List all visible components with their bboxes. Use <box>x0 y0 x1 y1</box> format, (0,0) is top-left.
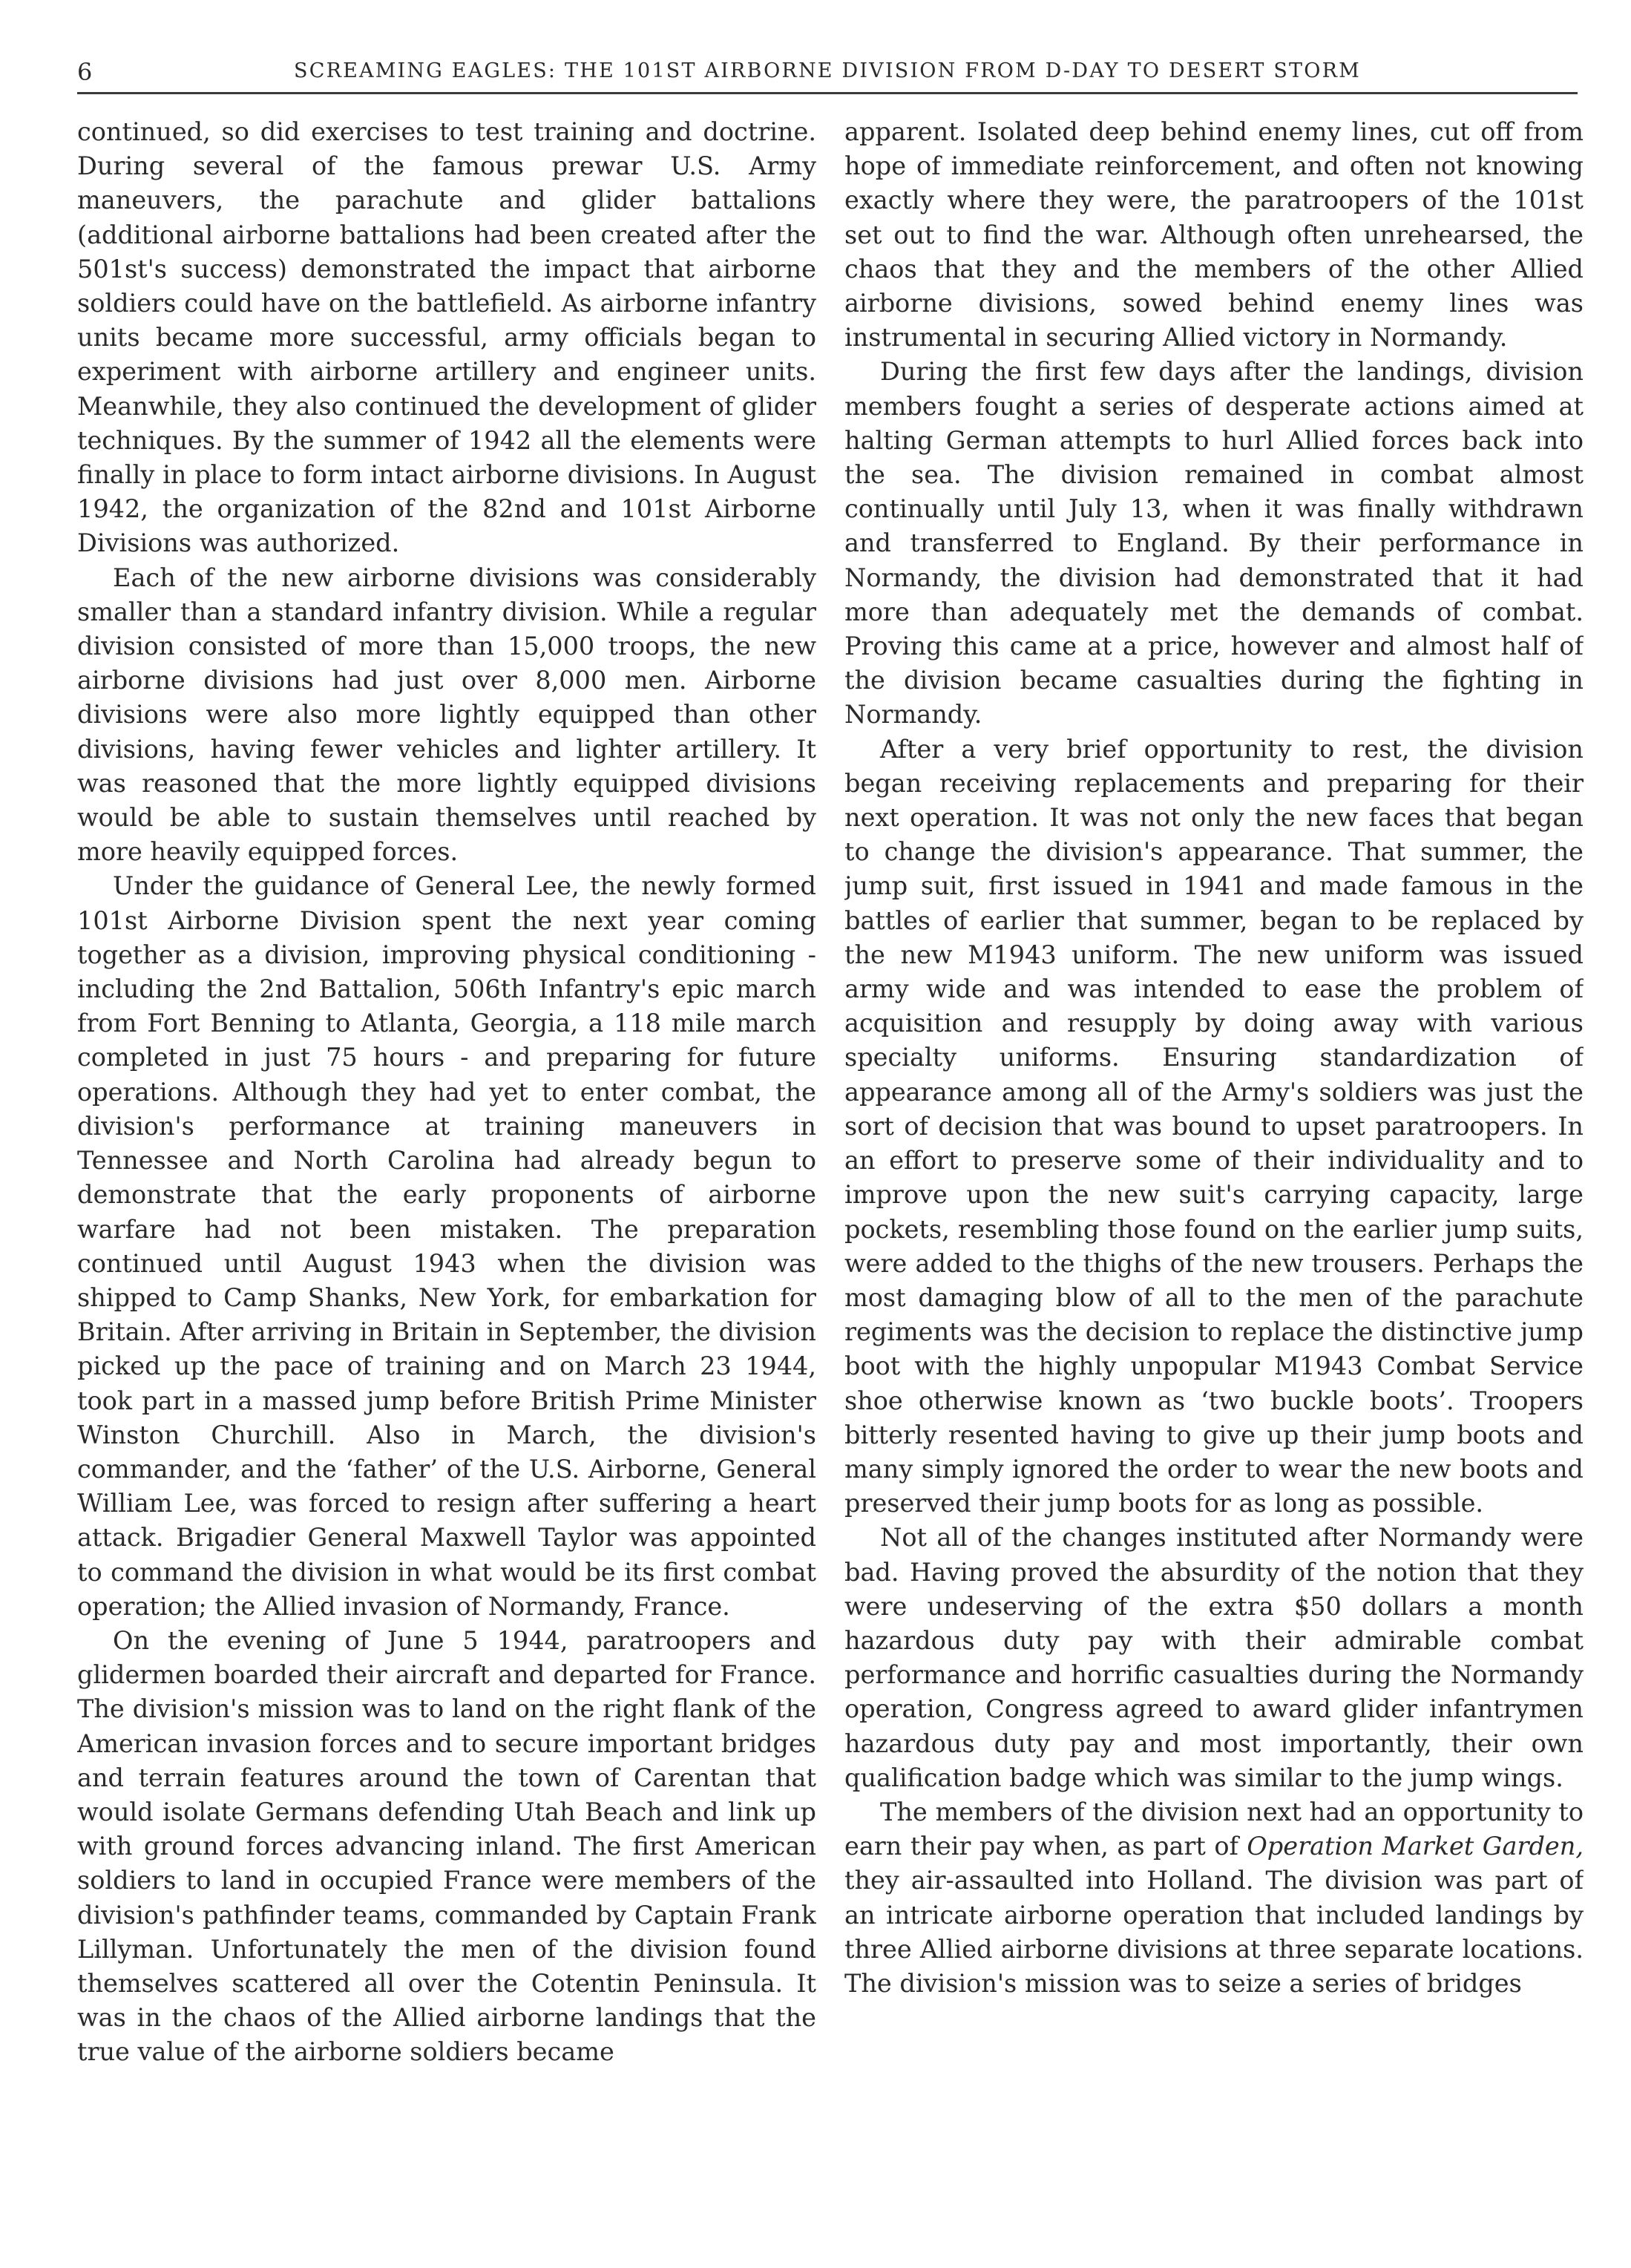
paragraph <box>844 1795 1584 2001</box>
paragraph-text: The members of the division next had an opportunity to earn their pay when, as part of <box>844 1797 1584 1861</box>
right-column <box>844 115 1584 2223</box>
operation-name: Operation Market Garden, <box>1247 1832 1584 1861</box>
paragraph-text: they air-assaulted into Holland. The division was part of an intricate airborne operation that included landings by three Allied airborne divisions at three separate locations. The division's mission was to seize a series of bridges <box>844 1866 1584 1998</box>
paragraph: During the first few days after the landings, division members fought a series of desperate actions aimed at halting German attempts to hurl Allied forces back into the sea. The division remained in combat almost continually until July 13, when it was finally withdrawn and transferred to England. By their performance in Normandy, the division had demonstrated that it had more than adequately met the demands of combat. Proving this came at a price, however and almost half of the division became casualties during the fighting in Normandy. <box>844 357 1584 730</box>
paragraph: continued, so did exercises to test training and doctrine. During several of the famous prewar U.S. Army maneuvers, the parachute and glider battalions (additional airborne battalions had been created after the 501st's success) demonstrated the impact that airborne soldiers could have on the battlefield. As airborne infantry units became more successful, army officials began to experiment with airborne artillery and engineer units. Meanwhile, they also continued the development of glider techniques. By the summer of 1942 all the elements were finally in place to form intact airborne divisions. In August 1942, the organization of the 82nd and 101st Airborne Divisions was authorized. <box>77 117 816 558</box>
paragraph: Each of the new airborne divisions was considerably smaller than a standard infantry division. While a regular division consisted of more than 15,000 troops, the new airborne divisions had just over 8,000 men. Airborne divisions were also more lightly equipped than other divisions, having fewer vehicles and lighter artillery. It was reasoned that the more lightly equipped divisions would be able to sustain themselves until reached by more heavily equipped forces. <box>77 563 816 867</box>
paragraph: apparent. Isolated deep behind enemy lines, cut off from hope of immediate reinforcement, and often not knowing exactly where they were, the paratroopers of the 101st set out to find the war. Although often unrehearsed, the chaos that they and the members of the other Allied airborne divisions, sowed behind enemy lines was instrumental in securing Allied victory in Normandy. <box>844 117 1584 353</box>
running-title: SCREAMING EAGLES: THE 101ST AIRBORNE DIVISION FROM D-DAY TO DESERT STORM <box>294 59 1361 82</box>
left-column <box>77 115 816 2223</box>
paragraph: On the evening of June 5 1944, paratroopers and glidermen boarded their aircraft and departed for France. The division's mission was to land on the right flank of the American invasion forces and to secure important bridges and terrain features around the town of Carentan that would isolate Germans defending Utah Beach and link up with ground forces advancing inland. The first American soldiers to land in occupied France were members of the division's pathfinder teams, commanded by Captain Frank Lillyman. Unfortunately the men of the division found themselves scattered all over the Cotentin Peninsula. It was in the chaos of the Allied airborne landings that the true value of the airborne soldiers became <box>77 1625 816 2067</box>
paragraph: Not all of the changes instituted after Normandy were bad. Having proved the absurdity of the notion that they were undeserving of the extra $50 dollars a month hazardous duty pay with their admirable combat performance and horrific casualties during the Normandy operation, Congress agreed to award glider infantrymen hazardous duty pay and most importantly, their own qualification badge which was similar to the jump wings. <box>844 1523 1584 1792</box>
page-number: 6 <box>77 58 93 86</box>
running-header <box>77 55 1578 94</box>
paragraph: Under the guidance of General Lee, the newly formed 101st Airborne Division spent the next year coming together as a division, improving physical conditioning - including the 2nd Battalion, 506th Infantry's epic march from Fort Benning to Atlanta, Georgia, a 118 mile march completed in just 75 hours - and preparing for future operations. Although they had yet to enter combat, the division's performance at training maneuvers in Tennessee and North Carolina had already begun to demonstrate that the early proponents of airborne warfare had not been mistaken. The preparation continued until August 1943 when the division was shipped to Camp Shanks, New York, for embarkation for Britain. After arriving in Britain in September, the division picked up the pace of training and on March 23 1944, took part in a massed jump before British Prime Minister Winston Churchill. Also in March, the division's commander, and the ‘father’ of the U.S. Airborne, General William Lee, was forced to resign after suffering a heart attack. Brigadier General Maxwell Taylor was appointed to command the division in what would be its first combat operation; the Allied invasion of Normandy, France. <box>77 871 816 1621</box>
paragraph: After a very brief opportunity to rest, the division began receiving replacements and preparing for their next operation. It was not only the new faces that began to change the division's appearance. That summer, the jump suit, first issued in 1941 and made famous in the battles of earlier that summer, began to be replaced by the new M1943 uniform. The new uniform was issued army wide and was intended to ease the problem of acquisition and resupply by doing away with various specialty uniforms. Ensuring standardization of appearance among all of the Army's soldiers was just the sort of decision that was bound to upset paratroopers. In an effort to preserve some of their individuality and to improve upon the new suit's carrying capacity, large pockets, resembling those found on the earlier jump suits, were added to the thighs of the new trousers. Perhaps the most damaging blow of all to the men of the parachute regiments was the decision to replace the distinctive jump boot with the highly unpopular M1943 Combat Service shoe otherwise known as ‘two buckle boots’. Troopers bitterly resented having to give up their jump boots and many simply ignored the order to wear the new boots and preserved their jump boots for as long as possible. <box>844 734 1584 1518</box>
